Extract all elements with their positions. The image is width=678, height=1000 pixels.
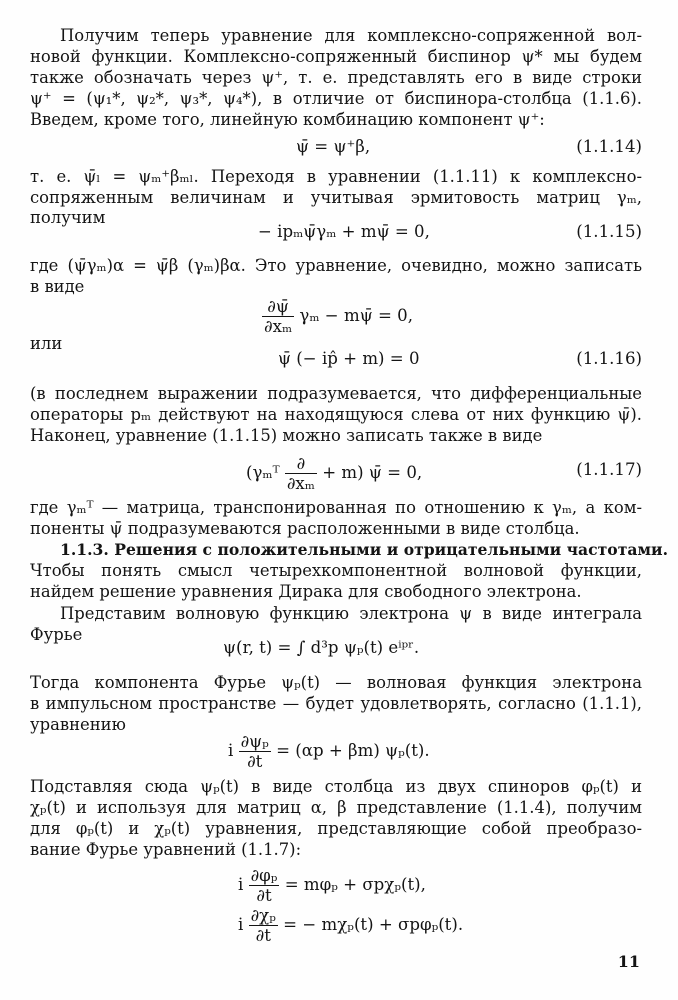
text-line: Получим теперь уравнение для комплексно-сопряженной вол-: [60, 26, 642, 45]
equation-number: (1.1.14): [576, 137, 642, 156]
fraction: $\frac{\text{∂χₚ}}{\partial t}$: [250, 906, 276, 945]
text-line: операторы pₘ действуют на находящуюся слева от них функцию ψ̄).: [30, 405, 642, 424]
equation-body: ψ(r, t) = ∫ d³p ψₚ(t) eⁱᵖʳ.: [223, 638, 420, 657]
text-line: поненты ψ̄ подразумеваются расположенными в виде столбца.: [30, 519, 580, 538]
text-line: найдем решение уравнения Дирака для свободного электрона.: [30, 582, 582, 601]
equation-body: − ipₘψ̄γₘ + mψ̄ = 0,: [258, 222, 430, 241]
book-page: Получим теперь уравнение для комплексно-сопряженной вол- новой функции. Комплексно-сопряженный биспинор ψ* мы будем также обозначать через ψ⁺, т. е. представлять его в виде строки ψ⁺ = (ψ₁*, ψ₂*, ψ₃*, ψ₄*), в отличие от биспинора-столбца (1.1.6). Введем, кроме того, линейную комбинацию компонент ψ⁺: ψ̄ = ψ⁺β, (1.1.14) т. е. ψ̄ₗ = ψₘ⁺βₘₗ. Переходя в уравнении (1.1.11) к комплексно- сопряженным величинам и учитывая эрмитовость матриц γₘ, получим − ipₘψ̄γₘ + mψ̄ = 0, (1.1.15) где (ψ̄γₘ)α = ψ̄β (γₘ)βα. Это уравнение, очевидно, можно записать в виде $\frac{\partial\psī}{\text{∂xₘ}}$ γₘ − mψ̄ = 0, или ψ̄ (− ip̂ + m) = 0 (1.1.16) (в последнем выражении подразумевается, что дифференциальные операторы pₘ действуют на находящуюся слева от них функцию ψ̄). Наконец, уравнение (1.1.15) можно записать также в виде (γₘᵀ $\frac{\partial}{\text{∂xₘ}}$ + m) ψ̄ = 0, (1.1.17) где γₘᵀ — матрица, транспонированная по отношению к γₘ, а ком- поненты ψ̄ подразумеваются расположенными в виде столбца. 1.1.3. Решения с положительными и отрицательными частотами. Чтобы понять смысл четырехкомпонентной волновой функции, найдем решение уравнения Дирака для свободного электрона. Представим волновую функцию электрона ψ в виде интеграла Фурье ψ(r, t) = ∫ d³p ψₚ(t) eⁱᵖʳ. Тогда компонента Фурье ψₚ(t) — волновая функция электрона в импульсном пространстве — будет удовлетворять, согласно (1.1.1), уравнению i $\frac{\text{∂ψₚ}}{\partial t}$ = (αp + βm) ψₚ(t). Подставляя сюда ψₚ(t) в виде столбца из двух спиноров φₚ(t) и χₚ(t) и используя для матриц α, β представление (1.1.4), получим для φₚ(t) и χₚ(t) уравнения, представляющие собой преобразо- вание Фурье уравнений (1.1.7): i $\frac{\text{∂φₚ}}{\partial t}$ = mφₚ + σpχₚ(t), i $\frac{\text{∂χₚ}}{\partial t}$ = − mχₚ(t) + σpφₚ(t). 11: [30, 26, 668, 971]
text-line: ψ⁺ = (ψ₁*, ψ₂*, ψ₃*, ψ₄*), в отличие от биспинора-столбца (1.1.6).: [30, 89, 642, 108]
text-line: в импульсном пространстве — будет удовлетворять, согласно (1.1.1),: [30, 694, 642, 713]
equation-rest: = (αp + βm) ψₚ(t).: [276, 741, 430, 760]
equation-number: (1.1.15): [576, 222, 642, 241]
text-line: Фурье: [30, 625, 83, 644]
text-line: где γₘᵀ — матрица, транспонированная по отношению к γₘ, а ком-: [30, 498, 642, 517]
equation-number: (1.1.16): [576, 349, 642, 368]
equation-rest: = − mχₚ(t) + σpφₚ(t).: [283, 915, 464, 934]
section-heading: 1.1.3. Решения с положительными и отрицательными частотами.: [60, 540, 668, 559]
text-line: Наконец, уравнение (1.1.15) можно записать также в виде: [30, 426, 543, 445]
text-line: в виде: [30, 277, 85, 296]
text-line: получим: [30, 208, 106, 227]
text-line: вание Фурье уравнений (1.1.7):: [30, 840, 302, 859]
equation-rest: = mφₚ + σpχₚ(t),: [284, 875, 426, 894]
text-line: χₚ(t) и используя для матриц α, β представление (1.1.4), получим: [30, 798, 642, 817]
text-line: (в последнем выражении подразумевается, что дифференциальные: [30, 384, 642, 403]
equation-number: (1.1.17): [576, 460, 642, 479]
text-line: сопряженным величинам и учитывая эрмитовость матриц γₘ,: [30, 188, 642, 207]
equation-rest: + m) ψ̄ = 0,: [322, 463, 423, 482]
text-line: т. е. ψ̄ₗ = ψₘ⁺βₘₗ. Переходя в уравнении (1.1.11) к комплексно-: [30, 167, 642, 186]
equation-rest: γₘ − mψ̄ = 0,: [299, 306, 413, 325]
page-number: 11: [617, 952, 640, 971]
equation-body: ψ̄ (− ip̂ + m) = 0: [278, 349, 420, 368]
text-line: Представим волновую функцию электрона ψ в виде интеграла: [60, 604, 642, 623]
text-line: также обозначать через ψ⁺, т. е. представлять его в виде строки: [30, 68, 642, 87]
fraction: $\frac{\partial\psī}{\text{∂xₘ}}$: [264, 297, 293, 336]
text-line: уравнению: [30, 715, 126, 734]
text-line: Тогда компонента Фурье ψₚ(t) — волновая функция электрона: [30, 673, 642, 692]
text-line: где (ψ̄γₘ)α = ψ̄β (γₘ)βα. Это уравнение, очевидно, можно записать: [30, 256, 642, 275]
equation-body: ψ̄ = ψ⁺β,: [296, 137, 371, 156]
text-line: Введем, кроме того, линейную комбинацию компонент ψ⁺:: [30, 110, 545, 129]
text-line: для φₚ(t) и χₚ(t) уравнения, представляющие собой преобразо-: [30, 819, 642, 838]
text-line: новой функции. Комплексно-сопряженный биспинор ψ* мы будем: [30, 47, 642, 66]
fraction: $\frac{\partial}{\text{∂xₘ}}$: [286, 454, 315, 493]
fraction: $\frac{\text{∂φₚ}}{\partial t}$: [250, 866, 278, 905]
text-line: или: [30, 334, 63, 353]
text-line: Чтобы понять смысл четырехкомпонентной волновой функции,: [30, 561, 642, 580]
fraction: $\frac{\text{∂ψₚ}}{\partial t}$: [240, 732, 269, 771]
text-line: Подставляя сюда ψₚ(t) в виде столбца из двух спиноров φₚ(t) и: [30, 777, 642, 796]
